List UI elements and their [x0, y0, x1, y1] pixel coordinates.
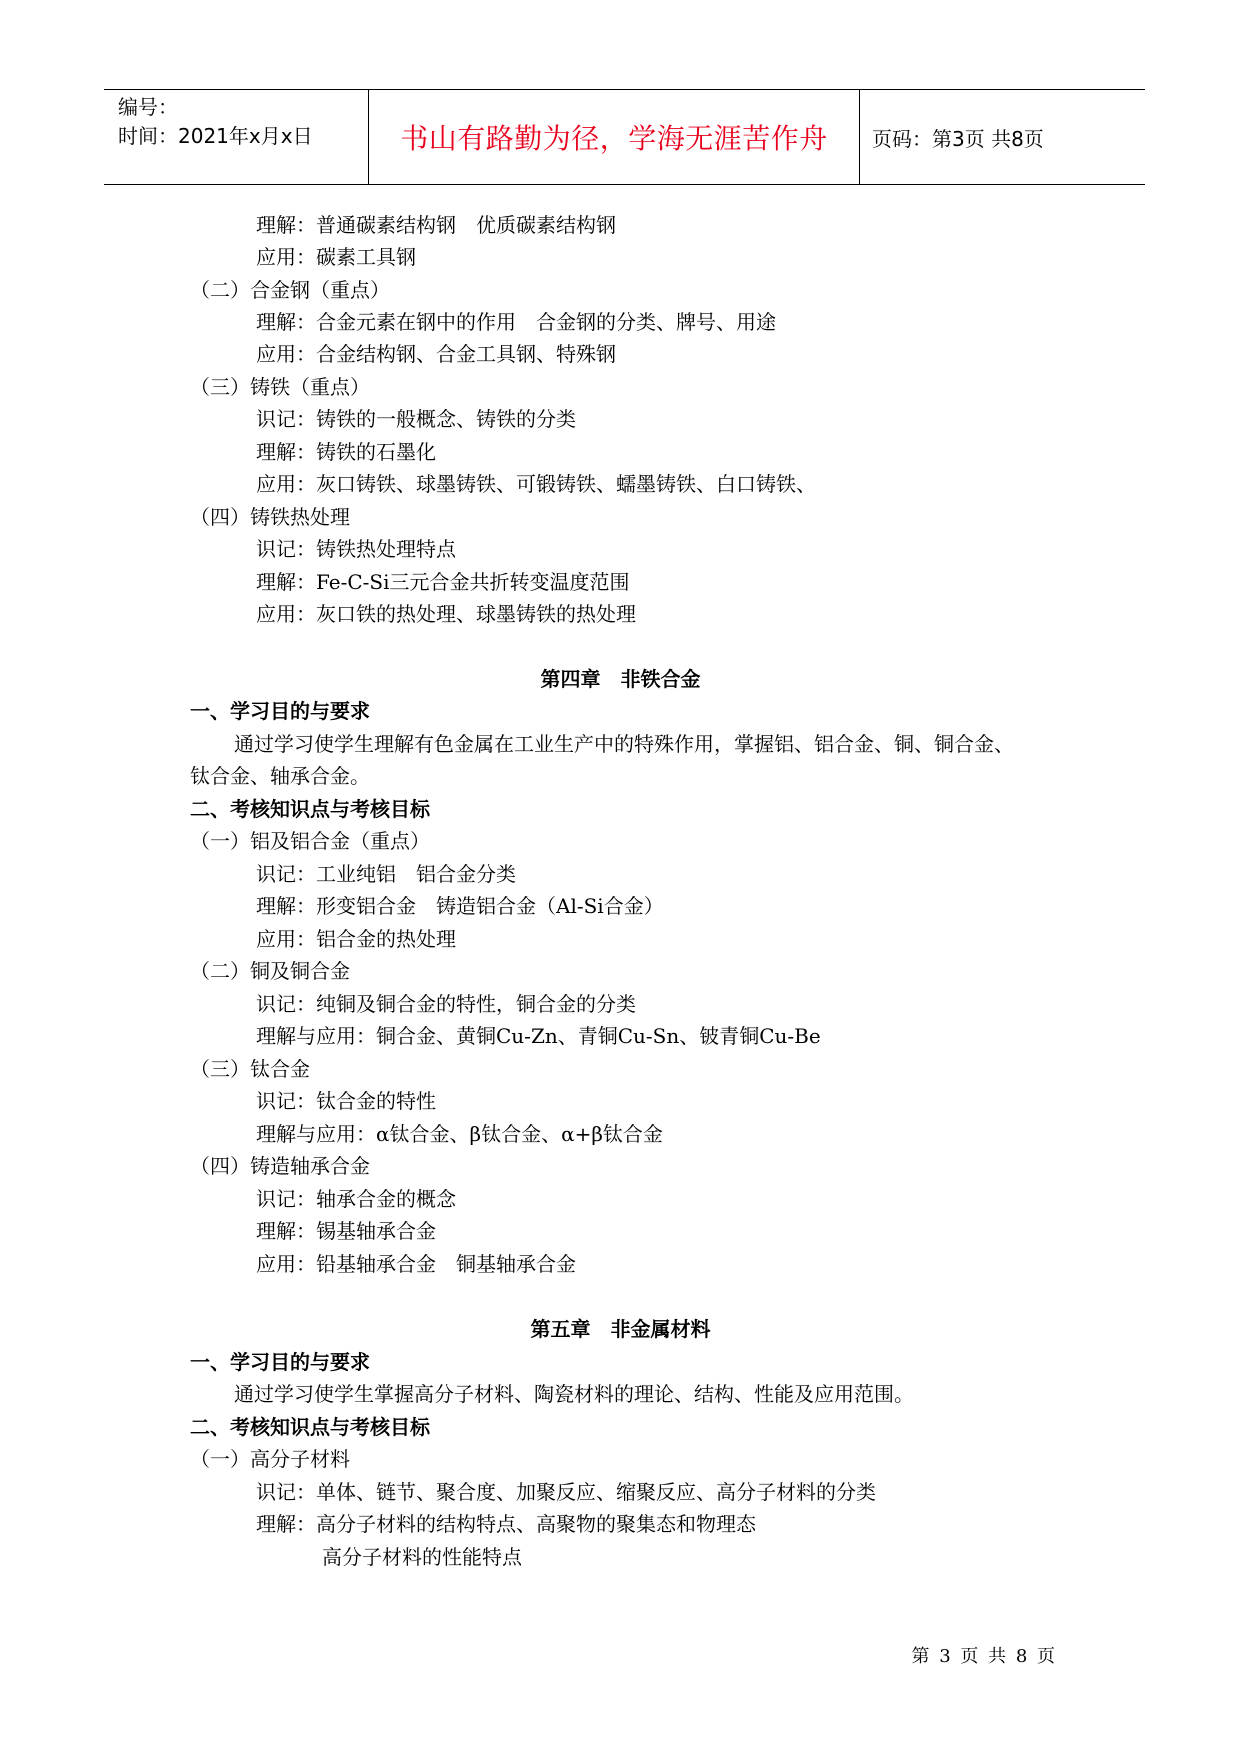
text-line: 理解：合金元素在钢中的作用 合金钢的分类、牌号、用途	[256, 310, 776, 334]
section-heading: 二、考核知识点与考核目标	[190, 797, 430, 821]
text-line: 识记：轴承合金的概念	[256, 1187, 456, 1211]
text-line: 理解：形变铝合金 铸造铝合金（Al-Si合金）	[256, 894, 664, 918]
subsection-heading: （一）铝及铝合金（重点）	[190, 829, 430, 853]
doc-time-label: 时间：2021年x月x日	[118, 124, 313, 148]
text-line: 理解与应用：铜合金、黄铜Cu-Zn、青铜Cu-Sn、铍青铜Cu-Be	[256, 1024, 821, 1048]
text-line: 理解：锡基轴承合金	[256, 1219, 436, 1243]
subsection-heading: （三）铸铁（重点）	[190, 375, 370, 399]
text-line: 识记：纯铜及铜合金的特性，铜合金的分类	[256, 992, 636, 1016]
text-line: 识记：铸铁的一般概念、铸铁的分类	[256, 407, 576, 431]
header-page-info: 页码：第3页 共8页	[872, 126, 1044, 151]
text-line: 应用：碳素工具钢	[256, 245, 416, 269]
paragraph-line: 通过学习使学生理解有色金属在工业生产中的特殊作用，掌握铝、铝合金、铜、铜合金、	[234, 732, 1014, 756]
chapter-title: 第四章 非铁合金	[540, 667, 701, 691]
subsection-heading: （四）铸造轴承合金	[190, 1154, 370, 1178]
text-line: 理解：普通碳素结构钢 优质碳素结构钢	[256, 213, 616, 237]
section-heading: 二、考核知识点与考核目标	[190, 1415, 430, 1439]
subsection-heading: （一）高分子材料	[190, 1447, 350, 1471]
subsection-heading: （四）铸铁热处理	[190, 505, 350, 529]
text-line: 识记：工业纯铝 铝合金分类	[256, 862, 516, 886]
text-line: 识记：钛合金的特性	[256, 1089, 436, 1113]
chapter-title: 第五章 非金属材料	[530, 1317, 711, 1341]
header-table	[104, 89, 1145, 185]
text-line: 理解：高分子材料的结构特点、高聚物的聚集态和物理态	[256, 1512, 756, 1536]
page-footer: 第 3 页 共 8 页	[911, 1646, 1057, 1667]
text-line: 识记：铸铁热处理特点	[256, 537, 456, 561]
subsection-heading: （二）合金钢（重点）	[190, 278, 390, 302]
subsection-heading: （二）铜及铜合金	[190, 959, 350, 983]
text-line: 高分子材料的性能特点	[322, 1545, 522, 1569]
doc-number-label: 编号：	[118, 95, 178, 119]
text-line: 应用：铝合金的热处理	[256, 927, 456, 951]
text-line: 理解与应用：α钛合金、β钛合金、α+β钛合金	[256, 1122, 663, 1146]
text-line: 应用：灰口铸铁、球墨铸铁、可锻铸铁、蠕墨铸铁、白口铸铁、	[256, 472, 816, 496]
text-line: 应用：铅基轴承合金 铜基轴承合金	[256, 1252, 576, 1276]
paragraph-line: 钛合金、轴承合金。	[190, 764, 370, 788]
paragraph-line: 通过学习使学生掌握高分子材料、陶瓷材料的理论、结构、性能及应用范围。	[234, 1382, 914, 1406]
text-line: 理解：Fe-C-Si三元合金共折转变温度范围	[256, 570, 630, 594]
header-divider	[859, 90, 860, 184]
section-heading: 一、学习目的与要求	[190, 699, 370, 723]
header-motto: 书山有路勤为径，学海无涯苦作舟	[400, 122, 828, 155]
text-line: 识记：单体、链节、聚合度、加聚反应、缩聚反应、高分子材料的分类	[256, 1480, 876, 1504]
subsection-heading: （三）钛合金	[190, 1057, 310, 1081]
header-meta	[118, 93, 313, 151]
text-line: 应用：合金结构钢、合金工具钢、特殊钢	[256, 342, 616, 366]
section-heading: 一、学习目的与要求	[190, 1350, 370, 1374]
text-line: 应用：灰口铁的热处理、球墨铸铁的热处理	[256, 602, 636, 626]
text-line: 理解：铸铁的石墨化	[256, 440, 436, 464]
